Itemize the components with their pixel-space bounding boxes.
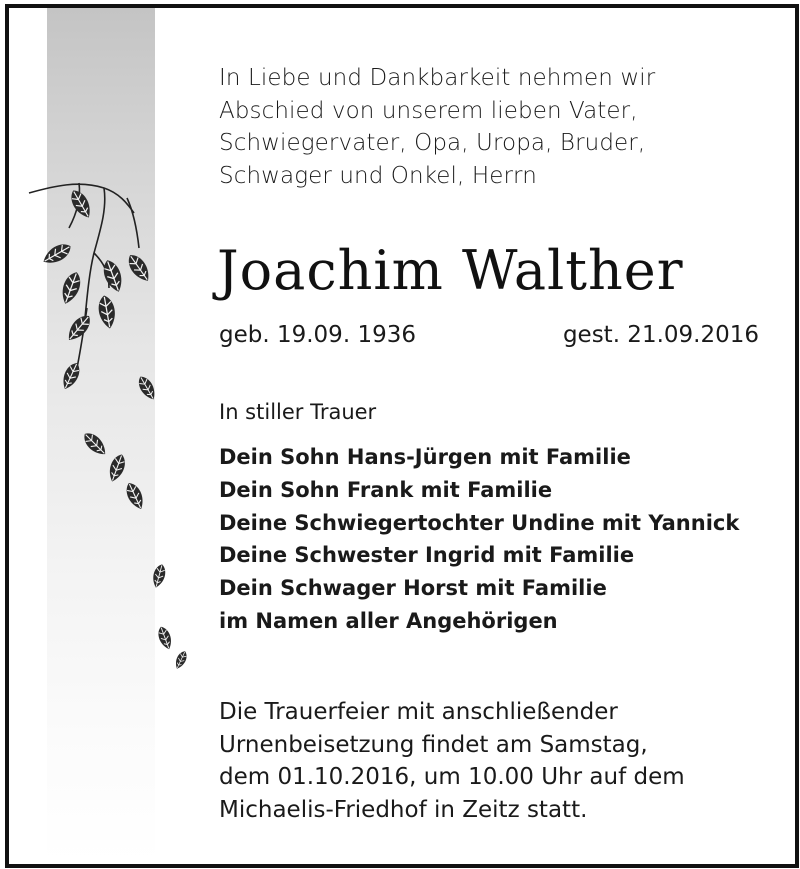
mourners-list (219, 441, 739, 638)
intro-line: Schwager und Onkel, Herrn (219, 162, 537, 189)
birth-date: geb. 19.09. 1936 (219, 322, 416, 348)
service-line: dem 01.10.2016, um 10.00 Uhr auf dem (219, 764, 685, 790)
mourner-line: Dein Sohn Hans-Jürgen mit Familie (219, 445, 631, 469)
intro-line: In Liebe und Dankbarkeit nehmen wir (219, 65, 656, 91)
service-info (219, 696, 685, 826)
mourner-line: Dein Schwager Horst mit Familie (219, 576, 607, 601)
life-dates (219, 320, 759, 350)
mourner-line: Deine Schwester Ingrid mit Familie (219, 543, 635, 568)
intro-line: Abschied von unserem lieben Vater, (219, 97, 638, 124)
service-line: Die Trauerfeier mit anschließender (219, 699, 618, 725)
service-line: Urnenbeisetzung findet am Samstag, (219, 731, 648, 758)
mourning-heading: In stiller Trauer (219, 400, 377, 424)
death-date: gest. 21.09.2016 (562, 322, 759, 348)
intro-text (219, 62, 779, 192)
deceased-name: Joachim Walther (217, 239, 684, 302)
mourner-line: Deine Schwiegertochter Undine mit Yannick (219, 510, 740, 535)
mourner-line: Dein Sohn Frank mit Familie (219, 477, 553, 502)
intro-line: Schwiegervater, Opa, Uropa, Bruder, (219, 130, 646, 156)
mourner-line: im Namen aller Angehörigen (219, 608, 558, 633)
service-line: Michaelis-Friedhof in Zeitz statt. (219, 796, 588, 823)
obituary-frame (5, 4, 799, 868)
birch-leaves-icon (9, 8, 209, 708)
